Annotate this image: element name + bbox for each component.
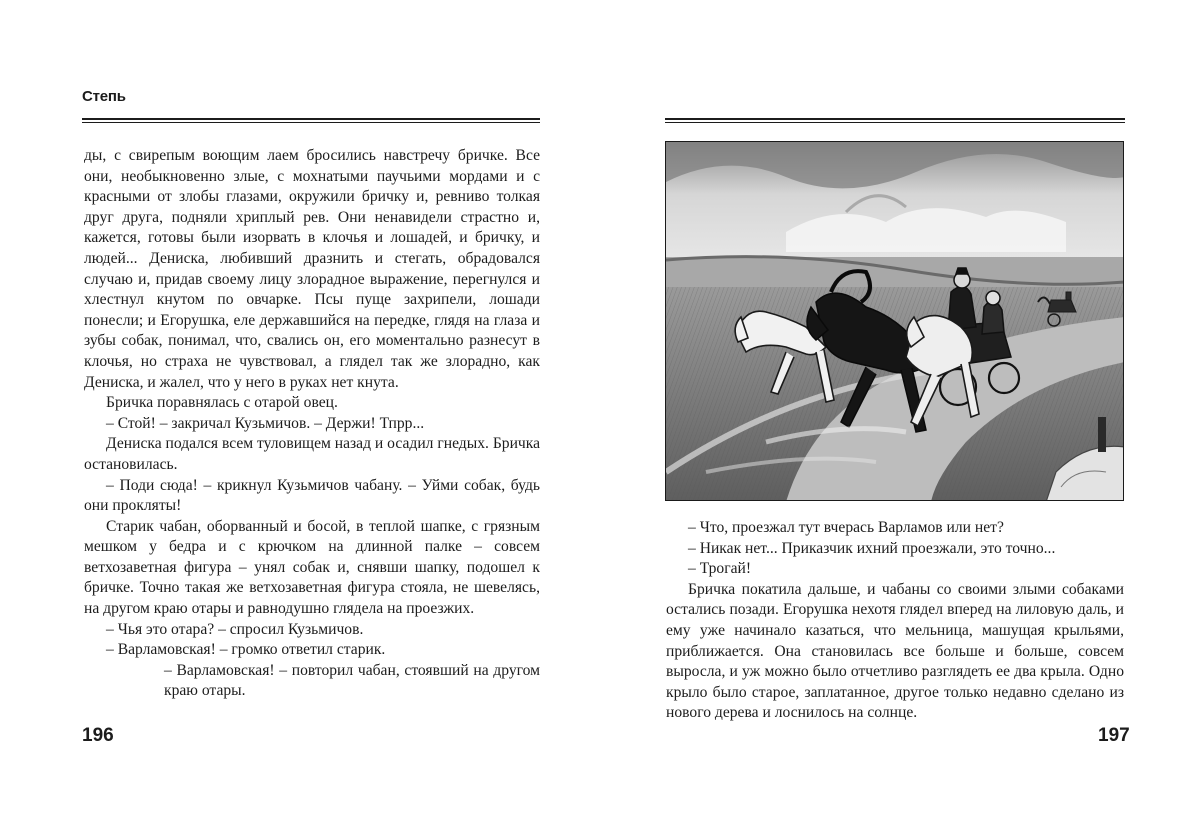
left-paragraph: Бричка поравнялась с отарой овец. — [106, 394, 338, 412]
header-rule-right — [665, 118, 1125, 120]
right-paragraph: Бричка покатила дальше, и чабаны со своими злыми собаками остались позади. Егорушка нехотя глядел вперед на лиловую даль, и ему уже начинало казаться, что мельница, машущая крыльями, приближается. Она становилась все больше и больше, совсем выросла, и уж можно было отчетливо разглядеть ее два крыла. Одно крыло было старое, заплатанное, другое только недавно сделано из нового дерева и лоснилось на солнце. — [666, 580, 1124, 722]
right-paragraph: – Никак нет... Приказчик ихний проезжали, это точно... — [688, 539, 1056, 557]
left-paragraph: – Варламовская! – повторил чабан, стоявший на другом краю отары. — [164, 661, 540, 700]
running-head-title: Степь — [82, 88, 126, 105]
right-paragraph: – Что, проезжал тут вчерась Варламов или нет? — [688, 519, 1004, 536]
left-paragraph: – Поди сюда! – крикнул Кузьмичов чабану. – Уйми собак, будь они прокляты! — [84, 476, 540, 515]
left-page-text — [84, 146, 540, 702]
left-paragraph: – Стой! – закричал Кузьмичов. – Держи! Тпрр... — [106, 414, 425, 432]
troika-engraving-icon — [665, 141, 1124, 501]
right-page-text — [666, 518, 1124, 724]
left-paragraph: Дениска подался всем туловищем назад и осадил гнедых. Бричка остановилась. — [84, 435, 541, 473]
header-rule-left — [82, 118, 540, 120]
left-paragraph: – Варламовская! – громко ответил старик. — [106, 641, 386, 659]
page-number-left: 196 — [82, 725, 114, 746]
page-number-right: 197 — [1098, 725, 1130, 746]
left-paragraph: ды, с свирепым воющим лаем бросились навстречу бричке. Все они, необыкновенно злые, с мохнатыми паучьими мордами и с красными от злобы глазами, окружили бричку и, ревниво толкая друг друга, подняли хриплый рев. Они ненавидели страстно и, кажется, готовы были изорвать в клочья и лошадей, и бричку, и людей... Дениска, любивший дразнить и стегать, обрадовался случаю и, придав своему лицу злорадное выражение, перегнулся и хлестнул кнутом по овчарке. Псы пуще захрипели, лошади понесли; и Егорушка, еле державшийся на передке, глядя на глаза и зубы собак, понимал, что, свались он, его моментально разнесут в клочья, но страха не чувствовал, а глядел так же злорадно, как Дениска, и жалел, что у него в руках нет кнута. — [84, 147, 540, 391]
left-paragraph: Старик чабан, оборванный и босой, в теплой шапке, с грязным мешком у бедра и с крючком на длинной палке – совсем ветхозаветная фигура – унял собак и, снявши шапку, подошел к бричке. Точно такая же ветхозаветная фигура стояла, не шевелясь, на другом краю отары и равнодушно глядела на проезжих. — [84, 517, 540, 618]
right-paragraph: – Трогай! — [688, 560, 752, 578]
left-paragraph: – Чья это отара? – спросил Кузьмичов. — [106, 620, 364, 638]
